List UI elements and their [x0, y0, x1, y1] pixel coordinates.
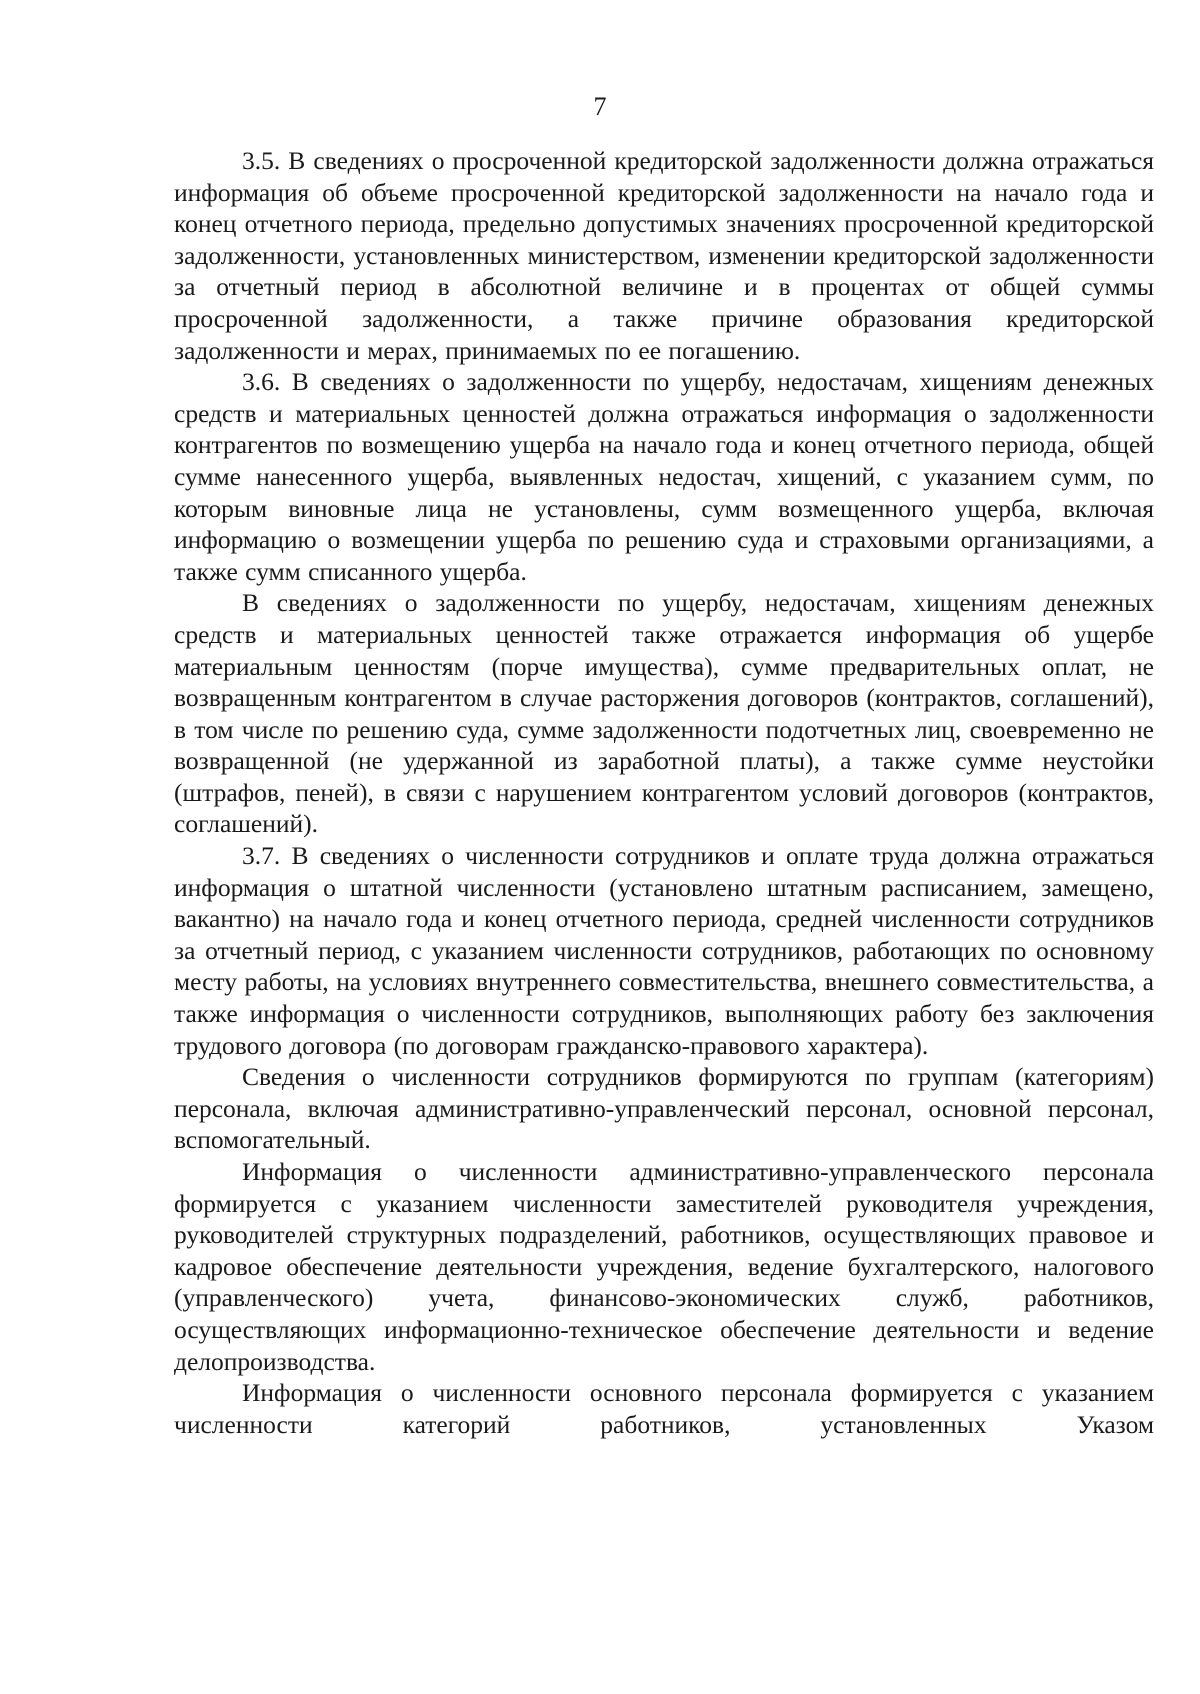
- paragraph-core-staff: Информация о численности основного персонала формируется с указанием численности категорий работников, установленных Указом: [174, 1378, 1154, 1439]
- paragraph-admin-staff: Информация о численности административно-управленческого персонала формируется с указанием численности заместителей руководителя учреждения, руководителей структурных подразделений, работников, осуществляющих правовое и кадровое обеспечение деятельности учреждения, ведение бухгалтерского, налогового (управленческого) учета, финансово-экономических служб, работников, осуществляющих информационно-техническое обеспечение деятельности и ведение делопроизводства.: [174, 1157, 1154, 1376]
- paragraph-3-5: 3.5. В сведениях о просроченной кредиторской задолженности должна отражаться информация об объеме просроченной кредиторской задолженности на начало года и конец отчетного периода, предельно допустимых значениях просроченной кредиторской задолженности, установленных министерством, изменении кредиторской задолженности за отчетный период в абсолютной величине и в процентах от общей суммы просроченной задолженности, а также причине образования кредиторской задолженности и мерах, принимаемых по ее погашению.: [174, 146, 1154, 365]
- paragraph-3-7: 3.7. В сведениях о численности сотрудников и оплате труда должна отражаться информация о штатной численности (установлено штатным расписанием, замещено, вакантно) на начало года и конец отчетного периода, средней численности сотрудников за отчетный период, с указанием численности сотрудников, работающих по основному месту работы, на условиях внутреннего совместительства, внешнего совместительства, а также информация о численности сотрудников, выполняющих работу без заключения трудового договора (по договорам гражданско-правового характера).: [174, 841, 1154, 1060]
- document-body: [174, 145, 1154, 1440]
- paragraph-3-6: 3.6. В сведениях о задолженности по ущербу, недостачам, хищениям денежных средств и материальных ценностей должна отражаться информация о задолженности контрагентов по возмещению ущерба на начало года и конец отчетного периода, общей сумме нанесенного ущерба, выявленных недостач, хищений, с указанием сумм, по которым виновные лица не установлены, сумм возмещенного ущерба, включая информацию о возмещении ущерба по решению суда и страховыми организациями, а также сумм списанного ущерба.: [174, 367, 1154, 586]
- paragraph-staff-groups: Сведения о численности сотрудников формируются по группам (категориям) персонала, включая административно-управленческий персонал, основной персонал, вспомогательный.: [174, 1062, 1154, 1155]
- paragraph-damage-details: В сведениях о задолженности по ущербу, недостачам, хищениям денежных средств и материальных ценностей также отражается информация об ущербе материальным ценностям (порче имущества), сумме предварительных оплат, не возвращенным контрагентом в случае расторжения договоров (контрактов, соглашений), в том числе по решению суда, сумме задолженности подотчетных лиц, своевременно не возвращенной (не удержанной из заработной платы), а также сумме неустойки (штрафов, пеней), в связи с нарушением контрагентом условий договоров (контрактов, соглашений).: [174, 588, 1154, 839]
- page-number: 7: [593, 92, 607, 121]
